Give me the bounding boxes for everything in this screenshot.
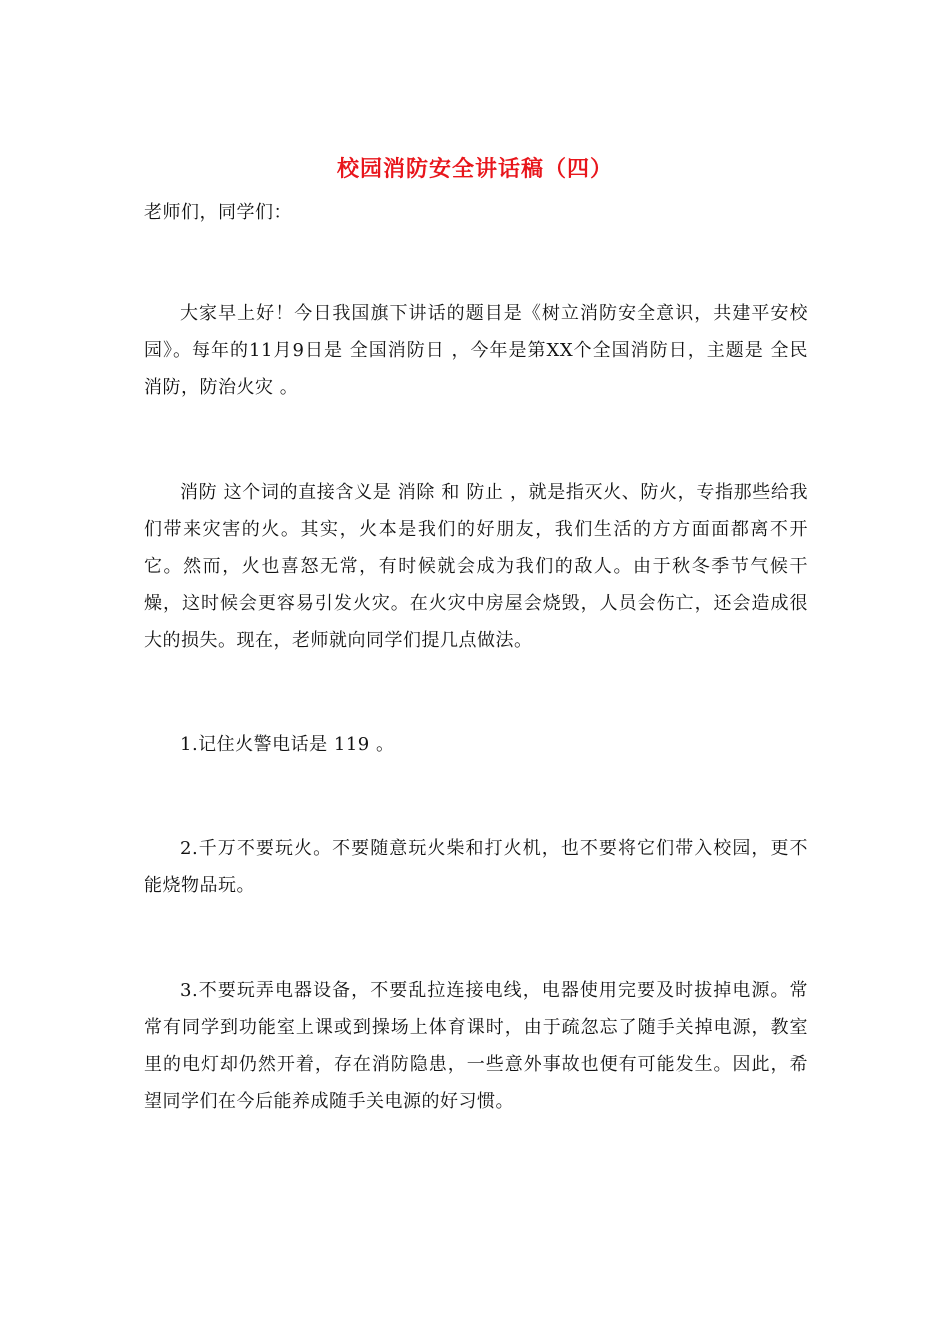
paragraph-point-2: 2.千万不要玩火。不要随意玩火柴和打火机，也不要将它们带入校园，更不能烧物品玩。 bbox=[144, 838, 808, 896]
paragraph-fire-prevention-meaning: 消防 这个词的直接含义是 消除 和 防止 ，就是指灭火、防火，专指那些给我们带来灾害的火。其实，火本是我们的好朋友，我们生活的方方面面都离不开它。然而，火也喜怒无常，有时候就会成为我们的敌人。由于秋冬季节气候干燥，这时候会更容易引发火灾。在火灾中房屋会烧毁，人员会伤亡，还会造成很大的损失。现在，老师就向同学们提几点做法。 bbox=[144, 482, 808, 651]
document-title: 校园消防安全讲话稿（四） bbox=[336, 156, 613, 182]
paragraph-greeting: 大家早上好！今日我国旗下讲话的题目是《树立消防安全意识，共建平安校园》。每年的11月9日是 全国消防日 ，今年是第XX个全国消防日，主题是 全民消防，防治火灾 。 bbox=[144, 303, 808, 398]
paragraph-point-1: 1.记住火警电话是 119 。 bbox=[180, 734, 395, 755]
paragraph-point-3: 3.不要玩弄电器设备，不要乱拉连接电线，电器使用完要及时拔掉电源。常常有同学到功能室上课或到操场上体育课时，由于疏忽忘了随手关掉电源，教室里的电灯却仍然开着，存在消防隐患，一些意外事故也便有可能发生。因此，希望同学们在今后能养成随手关电源的好习惯。 bbox=[144, 980, 808, 1112]
salutation: 老师们，同学们： bbox=[144, 202, 292, 223]
